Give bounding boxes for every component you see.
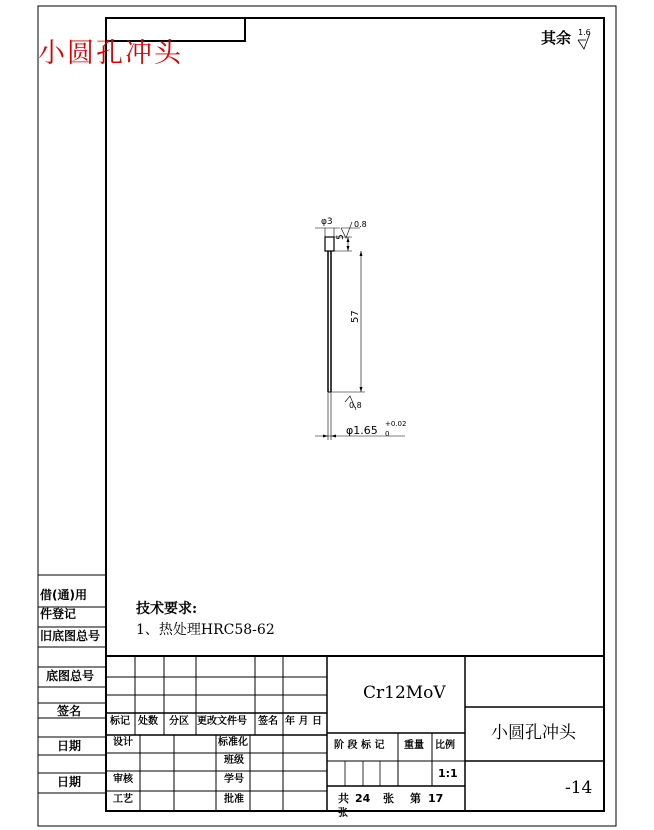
tb-stage-label: 阶 段 标 记 bbox=[334, 740, 385, 751]
tb-sheet-unit: 张 bbox=[383, 792, 394, 805]
tb-header-zone: 分区 bbox=[169, 716, 189, 727]
tb-header-count: 处数 bbox=[138, 716, 158, 727]
tb-review-label: 审核 bbox=[113, 774, 133, 785]
dim-tolerance-upper: +0.02 bbox=[385, 420, 407, 428]
dim-head-length: 5 bbox=[336, 234, 346, 240]
tb-header-mark: 标记 bbox=[110, 716, 130, 727]
signature-label: 签名 bbox=[57, 704, 82, 718]
borrow-register-line2: 件登记 bbox=[40, 607, 77, 621]
tb-material: Cr12MoV bbox=[363, 683, 446, 703]
tb-approve-label: 批准 bbox=[224, 794, 244, 805]
tb-sheet-current: 17 bbox=[428, 792, 444, 805]
tb-process-label: 工艺 bbox=[113, 794, 133, 805]
dim-tip-roughness: 0.8 bbox=[349, 401, 362, 410]
date-label-1: 日期 bbox=[57, 739, 82, 753]
dim-shank-diameter: φ1.65 bbox=[346, 424, 378, 437]
tb-header-change-doc: 更改文件号 bbox=[197, 716, 247, 727]
borrow-register-line1: 借(通)用 bbox=[40, 588, 87, 602]
base-drawing-no-label: 底图总号 bbox=[46, 669, 95, 683]
tb-weight-label: 重量 bbox=[404, 740, 424, 751]
tb-sheet-total-label: 共 bbox=[338, 792, 349, 805]
date-label-2: 日期 bbox=[57, 775, 82, 789]
dim-tolerance-lower: 0 bbox=[385, 430, 390, 438]
dim-head-roughness: 0.8 bbox=[354, 220, 367, 229]
page-title: 小圆孔冲头 bbox=[38, 38, 183, 69]
tb-header-signature: 签名 bbox=[258, 716, 278, 727]
tb-header-date: 年 月 日 bbox=[285, 716, 322, 727]
old-drawing-no-label: 旧底图总号 bbox=[40, 629, 101, 643]
tb-class-label: 班级 bbox=[224, 755, 244, 766]
roughness-note: 其余 bbox=[541, 29, 572, 47]
dim-shank-length: 57 bbox=[350, 310, 361, 323]
tb-part-name: 小圆孔冲头 bbox=[491, 723, 576, 743]
tech-req-item-1: 1、热处理HRC58-62 bbox=[136, 622, 275, 638]
roughness-value: 1.6 bbox=[578, 28, 591, 37]
tb-drawing-number: -14 bbox=[565, 778, 593, 798]
tb-student-no-label: 学号 bbox=[224, 774, 244, 785]
tb-scale-value: 1:1 bbox=[438, 767, 458, 780]
tb-standardization-label: 标准化 bbox=[218, 737, 248, 748]
tb-ratio-label: 比例 bbox=[435, 740, 455, 751]
tb-sheet-total: 24 bbox=[355, 792, 371, 805]
dim-head-diameter: φ3 bbox=[321, 217, 333, 227]
tech-req-heading: 技术要求: bbox=[136, 601, 198, 617]
tb-sheet-unit-2: 张 bbox=[338, 808, 348, 819]
tb-design-label: 设计 bbox=[113, 737, 133, 748]
tb-sheet-current-label: 第 bbox=[410, 792, 421, 805]
